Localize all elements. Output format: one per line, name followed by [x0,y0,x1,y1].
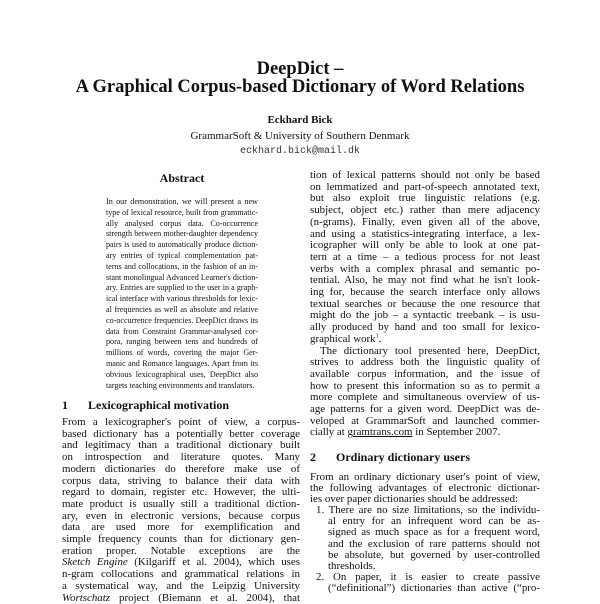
text-line: ical interface with various thresholds for lexic- [106,294,258,304]
text-line: 1. There are no size limitations, so the individu- [316,504,540,517]
text-line: tern at a time – a tedious process for not least [310,250,540,263]
text-segment: Sketch Engine [62,556,128,569]
text-line: The dictionary tool presented here, DeepDict, [320,344,540,357]
abstract-heading: Abstract [159,171,205,185]
text-line: ing for, because the search interface only allows [310,286,540,299]
text-line: ary. Entries are supplied to the user in a graph- [106,283,258,293]
text-line: mate product is usually still a traditional diction- [62,497,300,510]
text-segment: . [378,332,382,345]
text-line: From a lexicographer's point of view, a corpus- [62,416,300,428]
footnote-marker: 1 [375,333,379,340]
text-line: textual searches or because the one resource that [310,297,540,310]
text-line: In our demonstration, we will present a new [106,197,258,206]
author-email: eckhard.bick@mail.dk [239,146,361,157]
text-line: available corpus information, and the issue of [310,367,540,380]
section1-title: Lexicographical motivation [88,398,229,412]
text-line: pairs is used to automatically produce diction- [106,240,258,250]
text-line: stant monolingual Advanced Learner's diction- [106,272,258,282]
text-line: modern dictionaries do therefore make use of [62,462,300,475]
text-line: simple frequency counts than for dictionary gen- [62,533,300,546]
text-line: strives to address both the linguistic quality of [310,356,540,369]
text-line: be absolute, but governed by user-controlled [328,548,540,561]
text-line: verbs with a complex phrasal and semantic po- [310,262,540,275]
text-line: the following advantages of electronic dictionar- [310,482,540,495]
text-line: manic and Romance languages. Apart from its [106,358,258,368]
text-line: terns and collocations, in the fashion of an in- [106,261,258,271]
text-line: icographer will only be able to look at one pat- [310,239,540,252]
text-line: type of lexical resource, built from grammatic- [106,207,258,217]
text-line [310,427,540,439]
text-line: millions of words, covering the major Ger- [106,348,258,358]
text-segment: in September 2007. [412,426,501,439]
text-line: on lemmatized and part-of-speech annotated text, [310,180,540,193]
text-line: how to present this information so as to permit a [310,379,540,392]
text-line: al entry for an infrequent word can be as- [328,515,540,528]
text-line: based dictionary has a potentially better coverage [62,427,300,440]
text-line: strength between mother-daughter dependency [106,229,258,239]
author-affiliation: GrammarSoft & University of Southern Denmark [190,130,410,142]
text-line: and the exclusion of rare patterns should not [328,537,540,550]
right-column-body [310,170,540,439]
text-line: ies over paper dictionaries should be addressed: [310,493,519,506]
paper-title-line1: DeepDict – [256,59,344,79]
text-line: n-gram collocations and grammatical relations in [62,568,300,581]
text-line [62,593,300,604]
text-line: 2. On paper, it is easier to create passive [316,570,540,583]
text-line: obvious lexicographical uses, DeepDict also [106,369,258,379]
text-line: targets teaching environments and translators. [106,380,255,390]
text-line: thresholds. [328,559,376,572]
text-line: and using a statistics-integrating interface, a lex- [310,227,540,240]
text-line: (n-grams). Finally, even given all of the above, [310,215,540,228]
text-line: more complete and simultaneous overview of us- [310,391,540,404]
text-line: tion of lexical patterns should not only be based [310,169,540,181]
text-line: data are used more for exemplification and [62,521,300,534]
text-line: ary entries of typical complementation pat- [106,250,258,260]
text-line: ary, even in electronic versions, because corpus [62,509,300,522]
section2-body [310,472,540,594]
text-line: but also exploit true linguistic relations (e.g. [310,192,540,205]
paper-title-line2: A Graphical Corpus-based Dictionary of Word Relations [75,77,525,97]
text-line: corpus data, striving to balance their data with [62,474,300,487]
text-line: age patterns for a given word. DeepDict was de- [310,403,540,416]
section1-body [62,417,300,604]
text-line: eration proper. Notable exceptions are the [62,544,300,557]
text-segment: cially at [310,426,348,439]
text-line: pora, ranging between tens and hundreds of [106,337,258,347]
text-line: a systematical way, and the Leipzig University [62,579,300,592]
text-line: veloped at GrammarSoft and launched commer- [310,414,540,427]
text-line [310,334,540,346]
section2-heading [310,450,470,465]
text-line: co-occurrence frequencies. DeepDict draws its [106,315,258,325]
text-line: regard to domain, register etc. However, the ulti- [62,486,300,499]
section1-number: 1 [62,398,68,412]
section2-title: Ordinary dictionary users [336,450,470,464]
text-line: (“definitional”) dictionaries than active (“pro- [328,581,540,594]
text-line: ally produced by hand and too small for lexico- [310,321,540,334]
text-line: subject, object etc.) rather than mere adjacency [310,204,540,217]
abstract-body [106,197,258,391]
text-segment: (Kilgariff et al. 2004), which uses [127,556,300,569]
text-segment: Wortschatz [62,591,111,604]
text-line: tential. Also, he may not find what he isn't look- [310,274,540,287]
section2-number: 2 [310,450,316,464]
text-segment: graphical work [310,332,376,345]
link[interactable]: gramtrans.com [347,426,413,439]
text-line: From an ordinary dictionary user's point of view, [310,471,540,483]
text-segment: project (Biemann et al. 2004), that [110,591,300,604]
text-line: and legitimacy than a traditional dictionary built [62,439,300,452]
section1-heading [62,398,229,413]
text-line: ally analysed corpus data. Co-occurrence [106,218,258,228]
text-line: data from Constraint Grammar-analysed cor- [106,326,258,336]
text-line: signed as much space as for a frequent word, [328,526,540,539]
author-name: Eckhard Bick [267,114,333,126]
text-line: on introspection and literature quotes. Many [62,451,300,464]
text-line: al frequencies as well as absolute and relative [106,304,258,314]
text-line: might do the job – a syntactic treebank – is usu- [310,309,540,322]
